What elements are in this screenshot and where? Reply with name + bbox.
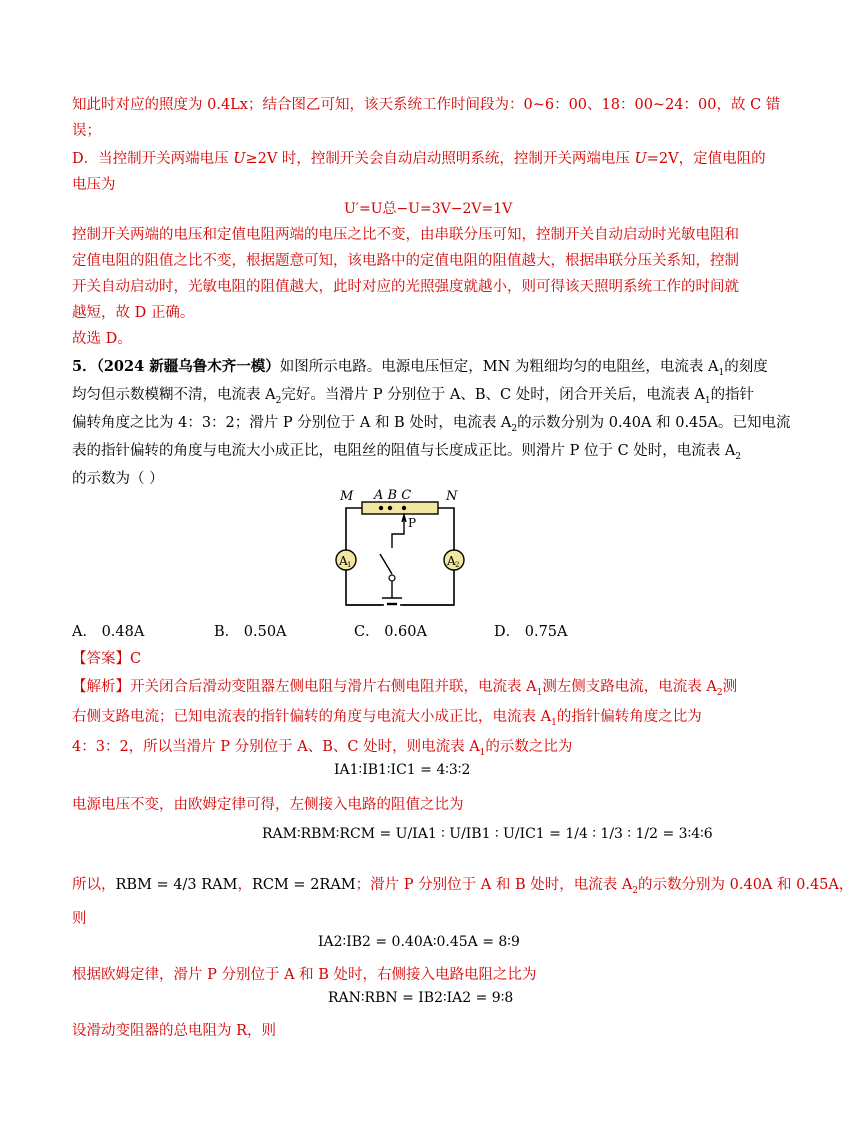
- text-line: 电压为: [72, 177, 116, 193]
- switch-icon: [380, 554, 392, 574]
- contact-b: [388, 506, 392, 510]
- equation: IA2∶IB2 = 0.40A∶0.45A = 8∶9: [318, 934, 520, 950]
- analysis-line: 电源电压不变，由欧姆定律可得，左侧接入电路的阻值之比为: [72, 797, 464, 813]
- text-line: 误；: [72, 123, 101, 139]
- equation: U′=U总−U=3V−2V=1V: [344, 201, 513, 217]
- option-b[interactable]: B． 0.50A: [214, 624, 287, 640]
- analysis-line: 则: [72, 911, 87, 927]
- equation: RAM∶RBM∶RCM = U/IA1 ∶ U/IB1 ∶ U/IC1 = 1/4 ∶ 1/3 ∶ 1/2 = 3∶4∶6: [262, 826, 713, 842]
- question-line: 偏转角度之比为 4：3：2；滑片 P 分别位于 A 和 B 处时，电流表 $A_2$的示数分别为 0.40A 和 0.45A。已知电流: [72, 415, 791, 434]
- option-d[interactable]: D． 0.75A: [494, 624, 568, 640]
- resistor-mn: [362, 502, 438, 514]
- question-line: 表的指针偏转的角度与电流大小成正比，电阻丝的阻值与长度成正比。则滑片 P 位于 C 处时，电流表 $A_2$: [72, 443, 742, 462]
- svg-text:A: A: [447, 554, 456, 568]
- text-line: 控制开关两端的电压和定值电阻两端的电压之比不变，由串联分压可知，控制开关自动启动时光敏电阻和: [72, 227, 739, 243]
- text-line: 定值电阻的阻值之比不变，根据题意可知，该电路中的定值电阻的阻值越大，根据串联分压关系知，控制: [72, 253, 739, 269]
- analysis-line: 4：3：2，所以当滑片 P 分别位于 A、B、C 处时，则电流表 $A_1$的示数之比为: [72, 739, 573, 758]
- text-line: 开关自动启动时，光敏电阻的阻值越大，此时对应的光照强度就越小，则可得该天照明系统工作的时间就: [72, 279, 739, 295]
- text-line: 越短，故 D 正确。: [72, 305, 195, 321]
- equation: RAN∶RBN = IB2∶IA2 = 9∶8: [328, 990, 514, 1006]
- question-line: 的示数为（ ）: [72, 471, 164, 487]
- analysis-line: 右侧支路电流；已知电流表的指针偏转的角度与电流大小成正比，电流表 $A_1$的指针偏转角度之比为: [72, 709, 702, 728]
- label-n: N: [446, 489, 458, 504]
- question-line: 5．（2024 新疆乌鲁木齐一模）如图所示电路。电源电压恒定，MN 为粗细均匀的电阻丝，电流表 $A_1$的刻度: [72, 358, 768, 378]
- question-number: 5．: [72, 358, 97, 375]
- question-source: （2024 新疆乌鲁木齐一模）: [96, 358, 280, 375]
- equation: IA1∶IB1∶IC1 = 4∶3∶2: [334, 762, 471, 778]
- answer: 【答案】C: [72, 651, 142, 667]
- slider-p: [392, 515, 406, 548]
- label-p: P: [408, 516, 417, 530]
- circuit-diagram: [320, 486, 480, 610]
- option-c[interactable]: C． 0.60A: [354, 624, 427, 640]
- analysis-line: 根据欧姆定律，滑片 P 分别位于 A 和 B 处时，右侧接入电路电阻之比为: [72, 967, 537, 983]
- text-line: D．当控制开关两端电压 U≥2V 时，控制开关会自动启动照明系统，控制开关两端电压 U=2V，定值电阻的: [72, 151, 766, 167]
- svg-text:A: A: [339, 554, 348, 568]
- text-line: 故选 D。: [72, 331, 132, 347]
- contact-c: [402, 506, 406, 510]
- text-line: 知此时对应的照度为 0.4Lx；结合图乙可知，该天系统工作时间段为：0~6：00、18：00~24：00，故 C 错: [72, 97, 781, 113]
- question-line: 均匀但示数模糊不清，电流表 $A_2$完好。当滑片 P 分别位于 A、B、C 处时，闭合开关后，电流表 $A_1$的指针: [72, 387, 755, 406]
- contact-a: [379, 506, 383, 510]
- analysis-line: 【解析】开关闭合后滑动变阻器左侧电阻与滑片右侧电阻并联，电流表 $A_1$测左侧支路电流，电流表 $A_2$测: [72, 679, 738, 698]
- analysis-line: 所以，RBM = 4/3 RAM，RCM = 2RAM；滑片 P 分别位于 A 和 B 处时，电流表 $A_2$的示数分别为 0.40A 和 0.45A，: [72, 877, 853, 896]
- svg-text:2: 2: [455, 561, 460, 569]
- analysis-line: 设滑动变阻器的总电阻为 R，则: [72, 1023, 277, 1039]
- label-m: M: [340, 489, 354, 504]
- svg-text:1: 1: [347, 561, 352, 569]
- option-a[interactable]: A． 0.48A: [72, 624, 145, 640]
- label-abc: A B C: [374, 488, 412, 503]
